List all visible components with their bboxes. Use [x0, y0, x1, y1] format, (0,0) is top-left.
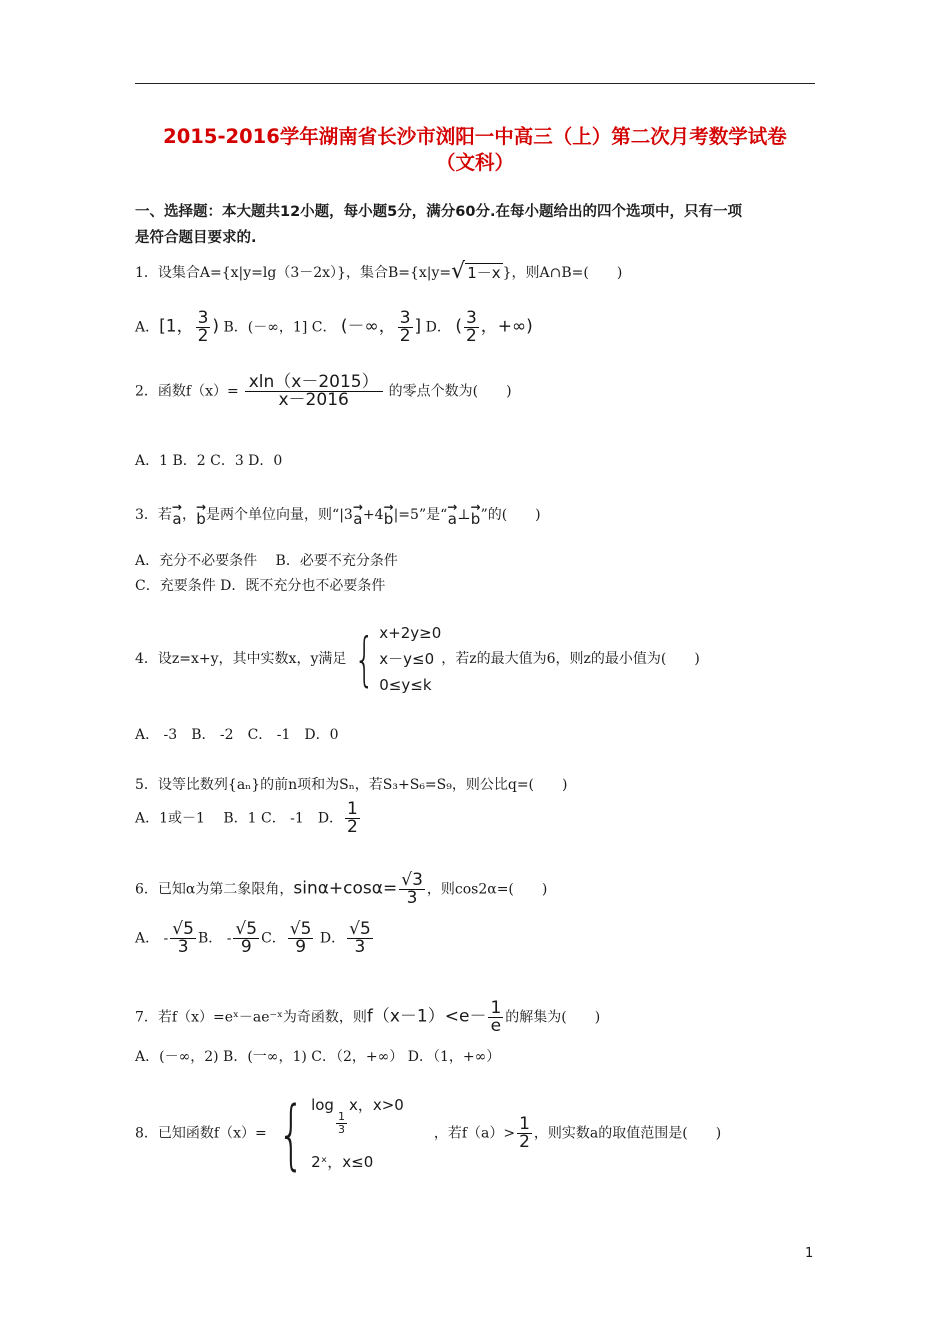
q1-stem-end: }，则A∩B=( ) — [502, 265, 623, 281]
question-7-options: A．(－∞，2) B．(一∞，1) C．（2，+∞） D．（1，+∞） — [135, 1049, 501, 1065]
q5-optD-frac: $\frac{1}{2}$ — [347, 799, 358, 837]
vector-a: → a — [171, 500, 182, 528]
section-heading — [135, 199, 817, 251]
exam-title-line1: 2015-2016学年湖南省长沙市浏阳一中高三（上）第二次月考数学试卷 — [163, 125, 787, 148]
vector-a: → a — [447, 500, 458, 528]
question-6-options: A． - $\frac{√5}{3}$ B． - $\frac{√5}{9}$ C． $\frac{√5}{9}$ D． $\frac{√5}{3}$ — [135, 919, 371, 957]
q8-piecewise: { log $\frac{1}{3}$ x，x>0 2ˣ，x≤0 — [277, 1088, 404, 1178]
question-7-stem: 7．若f（x）=eˣ－ae⁻ˣ为奇函数，则f（x－1）<e－ $\frac{1}{e}$ 的解集为( ) — [135, 998, 601, 1036]
section-heading-line1: 一、选择题：本大题共12小题，每小题5分，满分60分.在每小题给出的四个选项中，只有一项 — [135, 204, 742, 220]
q1-sqrt: √ 1－x — [451, 259, 501, 284]
q6-optB-frac: $\frac{√5}{9}$ — [235, 919, 258, 957]
q1-optA-frac: $\frac{3}{2}$ — [197, 308, 209, 346]
q4-constraint-system: { x+2y≥0 x－y≤0 0≤y≤k — [354, 624, 442, 694]
vector-a: → a — [352, 500, 363, 528]
question-5-stem: 5．设等比数列{aₙ}的前n项和为Sₙ，若S₃+S₆=S₉，则公比q=( ) — [135, 777, 568, 793]
vector-b: → b — [383, 500, 394, 528]
q1-optC-frac: $\frac{3}{2}$ — [399, 308, 411, 346]
question-4-stem: 4．设z=x+y，其中实数x，y满足 { x+2y≥0 x－y≤0 0≤y≤k ，若z的最大值为6，则z的最小值为( ) — [135, 620, 700, 698]
q6-optC-frac: $\frac{√5}{9}$ — [289, 919, 312, 957]
header-rule — [135, 83, 815, 84]
q8-frac: $\frac{1}{2}$ — [519, 1114, 530, 1152]
question-3-stem: 3．若 → a ， → b 是两个单位向量，则“|3 → a +4 → b |=5”是“ → a ⊥ → b ”的( ) — [135, 500, 541, 528]
q7-frac: $\frac{1}{e}$ — [490, 998, 502, 1036]
question-1-stem — [135, 259, 623, 284]
exam-title-line2: （文科） — [435, 151, 514, 174]
question-5-options: A．1或－1 B．1 C． -1 D． $\frac{1}{2}$ — [135, 799, 358, 837]
q1-stem-text: 1．设集合A={x|y=lg（3－2x）}，集合B={x|y= — [135, 265, 452, 281]
q6-rhs-frac: $\frac{√3}{3}$ — [401, 870, 423, 908]
q1-optB: B．(－∞，1] — [223, 319, 308, 336]
question-3-options-2: C．充要条件 D．既不充分也不必要条件 — [135, 578, 386, 594]
exam-title — [135, 124, 815, 176]
page-number: 1 — [805, 1246, 814, 1261]
question-6-stem: 6．已知α为第二象限角，sinα+cosα= $\frac{√3}{3}$ ，则cos2α=( ) — [135, 870, 548, 908]
q2-fraction: $\frac{xln(x-2015)}{x-2016}$ — [245, 374, 383, 409]
question-4-options: A． -3 B． -2 C． -1 D．0 — [135, 727, 339, 743]
vector-b: → b — [195, 500, 207, 528]
vector-b: → b — [470, 500, 481, 528]
question-3-options-1: A．充分不必要条件 B．必要不充分条件 — [135, 553, 398, 569]
question-2-stem: 2．函数f（x）= $\frac{xln(x-2015)}{x-2016}$ 的零点个数为( ) — [135, 372, 512, 410]
question-2-options: A．1 B．2 C．3 D．0 — [135, 453, 283, 469]
q1-optD-frac: $\frac{3}{2}$ — [465, 308, 477, 346]
q6-optD-frac: $\frac{√5}{3}$ — [349, 919, 371, 957]
q6-optA-frac: $\frac{√5}{3}$ — [172, 919, 194, 957]
question-1-options: A．[1， $\frac{3}{2}$ ) B．(－∞，1] C． (－∞， $\frac{3}{2}$ ] D． ( $\frac{3}{2}$ ，+∞) — [135, 308, 533, 346]
section-heading-line2: 是符合题目要求的. — [135, 230, 257, 246]
question-8-stem: 8．已知函数f（x）= { log $\frac{1}{3}$ x，x>0 2ˣ，x≤0 ，若f（a）> $\frac{1}{2}$ ，则实数a的取值范围是( ) — [135, 1088, 722, 1178]
